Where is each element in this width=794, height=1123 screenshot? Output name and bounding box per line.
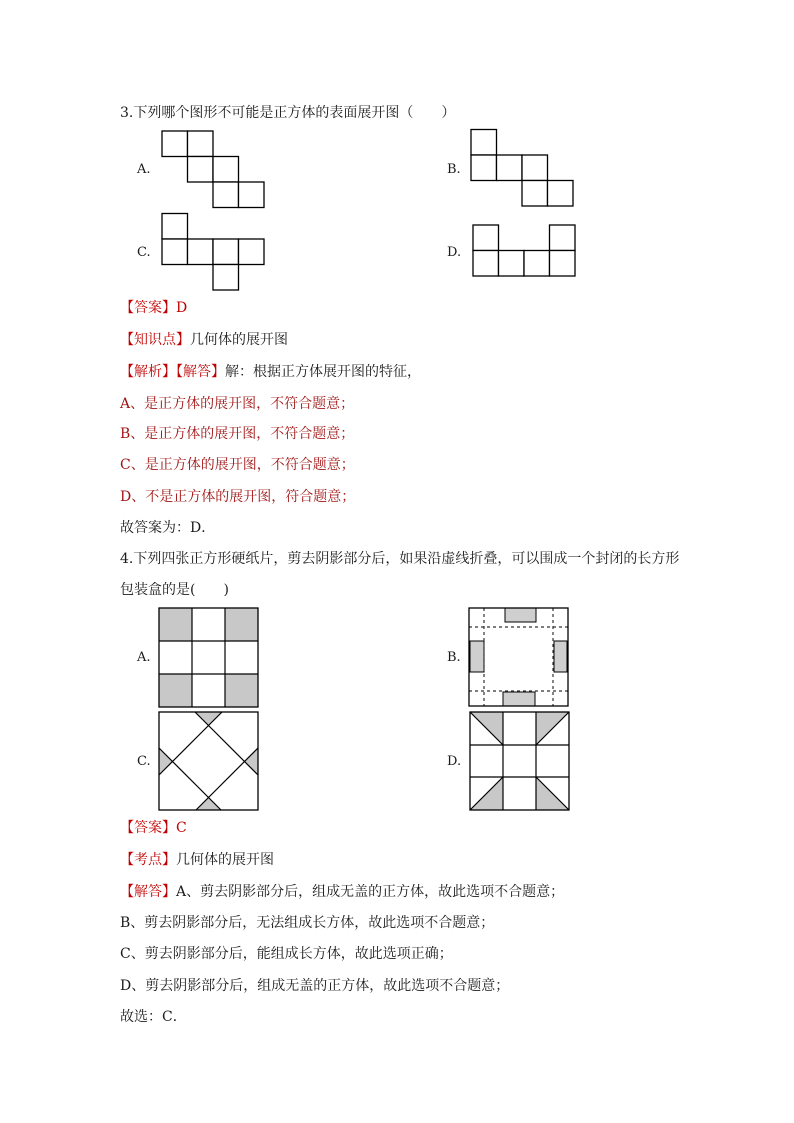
q3-analysis-line-d: D、不是正方体的展开图，符合题意； xyxy=(120,489,356,505)
analysis-text: 解：根据正方体展开图的特征， xyxy=(225,364,421,380)
shaded-corner xyxy=(159,608,192,641)
shaded-triangle xyxy=(195,712,222,726)
q4-figure-d xyxy=(470,712,569,810)
answer-value: C xyxy=(176,820,187,836)
q3-figure-b xyxy=(471,130,573,207)
q3-analysis-line-a: A、是正方体的展开图，不符合题意； xyxy=(120,396,355,412)
q3-option-c-label: C. xyxy=(137,245,151,260)
q3-option-d-label: D. xyxy=(447,245,462,260)
net-square xyxy=(522,181,548,207)
q3-figure-d xyxy=(473,225,575,276)
net-square xyxy=(550,225,576,251)
net-square xyxy=(213,182,239,208)
net-square xyxy=(499,251,525,277)
q4-figure-c xyxy=(159,712,258,810)
q4-option-a-label: A. xyxy=(137,650,151,665)
net-square xyxy=(188,157,214,183)
q4-option-b-label: B. xyxy=(447,650,461,665)
solution-text: A、剪去阴影部分后，组成无盖的正方体，故此选项不合题意； xyxy=(176,884,565,900)
analysis-tag: 【解析】【解答】 xyxy=(120,364,225,380)
net-square xyxy=(497,155,523,181)
q3-option-b-label: B. xyxy=(447,162,461,177)
net-square xyxy=(188,239,214,265)
net-square xyxy=(188,131,214,157)
shaded-corner xyxy=(159,674,192,707)
shaded-flap xyxy=(470,641,484,672)
outer-square xyxy=(159,712,258,810)
shaded-flap xyxy=(505,608,536,622)
q4-option-d-label: D. xyxy=(447,754,462,769)
net-square xyxy=(162,214,188,240)
solution-tag: 【解答】 xyxy=(120,884,176,900)
shaded-flap xyxy=(554,641,567,672)
shaded-triangle xyxy=(159,748,173,775)
net-square xyxy=(548,181,574,207)
diagonal-line xyxy=(159,712,222,775)
answer-tag: 【答案】 xyxy=(120,820,176,836)
shaded-corner xyxy=(225,674,258,707)
knowledge-text: 几何体的展开图 xyxy=(190,332,288,348)
q3-question: 3.下列哪个图形不可能是正方体的表面展开图（ ） xyxy=(120,105,456,121)
shaded-triangle xyxy=(196,798,221,811)
net-square xyxy=(162,131,188,157)
q3-analysis-line-c: C、是正方体的展开图，不符合题意； xyxy=(120,457,355,473)
net-square xyxy=(239,239,265,265)
net-square xyxy=(550,251,576,277)
diagonal-line xyxy=(196,748,258,810)
q4-question-line1: 4.下列四张正方形硬纸片，剪去阴影部分后，如果沿虚线折叠，可以围成一个封闭的长方形 xyxy=(120,551,680,567)
q3-analysis-line-b: B、是正方体的展开图，不符合题意； xyxy=(120,426,355,442)
q4-question-line2: 包装盒的是( ) xyxy=(120,582,229,598)
q3-conclusion: 故答案为：D． xyxy=(120,520,216,536)
knowledge-tag: 【知识点】 xyxy=(120,332,190,348)
q4-solution-line-b: B、剪去阴影部分后，无法组成长方体，故此选项不合题意； xyxy=(120,915,495,931)
answer-value: D xyxy=(176,300,188,316)
diagonal-line xyxy=(159,748,221,810)
point-text: 几何体的展开图 xyxy=(176,852,274,868)
shaded-flap xyxy=(503,692,535,706)
net-square xyxy=(524,251,550,277)
net-square xyxy=(213,265,239,291)
q4-solution-line-d: D、剪去阴影部分后，组成无盖的正方体，故此选项不合题意； xyxy=(120,978,510,994)
net-square xyxy=(471,130,497,156)
net-square xyxy=(522,155,548,181)
net-square xyxy=(213,239,239,265)
q4-option-c-label: C. xyxy=(137,754,151,769)
shaded-corner xyxy=(225,608,258,641)
q4-conclusion: 故选：C． xyxy=(120,1009,187,1025)
point-tag: 【考点】 xyxy=(120,852,176,868)
shaded-triangle xyxy=(245,748,259,775)
net-square xyxy=(471,155,497,181)
net-square xyxy=(213,157,239,183)
net-square xyxy=(162,239,188,265)
diagonal-line xyxy=(195,712,258,775)
q3-figure-a xyxy=(162,131,264,208)
q3-figure-c xyxy=(162,214,264,291)
q4-figure-a xyxy=(159,608,258,707)
q4-solution-line-c: C、剪去阴影部分后，能组成长方体，故此选项正确； xyxy=(120,946,453,962)
net-square xyxy=(473,225,499,251)
answer-tag: 【答案】 xyxy=(120,300,176,316)
net-square xyxy=(239,182,265,208)
q4-figure-b xyxy=(469,608,568,706)
q3-option-a-label: A. xyxy=(137,162,151,177)
net-square xyxy=(473,251,499,277)
